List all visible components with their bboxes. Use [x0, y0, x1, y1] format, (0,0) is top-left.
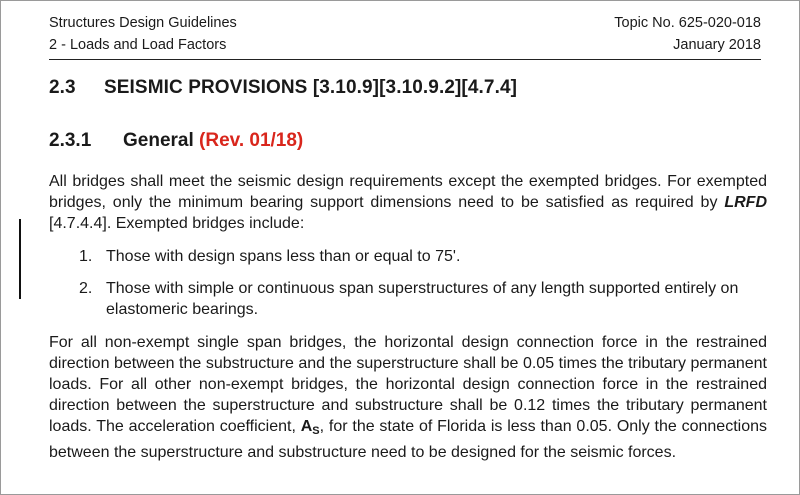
- paragraph-connection-force: [49, 332, 767, 463]
- list-item-number: 2.: [79, 280, 93, 297]
- paragraph2-text-a: For all non-exempt single span bridges, the horizontal design connection force in the restrained direction between the substructure and the superstructure shall be 0.05 times the tributary permanent loads. For all other non-exempt bridges, the horizontal design connection force in the restrained direction between the superstructure and substructure shall be 0.12 times the tributary permanent loads. The acceleration coefficient,: [49, 334, 767, 435]
- subsection-heading: [49, 130, 303, 152]
- acceleration-coefficient-symbol: [301, 418, 320, 435]
- section-number: 2.3: [49, 77, 76, 98]
- revision-note: (Rev. 01/18): [199, 130, 304, 151]
- paragraph1-text-a: All bridges shall meet the seismic design requirements except the exempted bridges. For exempted bridges, only the minimum bearing support dimensions need to be satisfied as required by: [49, 173, 767, 211]
- symbol-a: A: [300, 418, 313, 435]
- header-doc-title: Structures Design Guidelines: [49, 15, 237, 31]
- paragraph-exemptions: [49, 171, 767, 234]
- paragraph2-text-b: , for the state of Florida is less than 0.05. Only the connections between the superstructure and substructure need to be designed for the seismic forces.: [49, 418, 767, 461]
- page-header: [49, 12, 761, 56]
- list-item-text: Those with simple or continuous span superstructures of any length supported entirely on elastomeric bearings.: [106, 280, 739, 318]
- revision-change-bar: [19, 219, 21, 299]
- list-item: [79, 246, 769, 267]
- header-topic-number: Topic No. 625-020-018: [614, 15, 761, 31]
- header-date: January 2018: [673, 37, 761, 53]
- list-item-text: Those with design spans less than or equal to 75'.: [106, 248, 461, 265]
- lrfd-reference: LRFD: [724, 194, 767, 211]
- section-title: SEISMIC PROVISIONS [3.10.9][3.10.9.2][4.7.4]: [104, 77, 518, 98]
- subsection-title: General: [123, 130, 194, 151]
- list-item: [79, 278, 769, 320]
- section-heading: [49, 77, 517, 99]
- header-divider: [49, 59, 761, 60]
- header-chapter: 2 - Loads and Load Factors: [49, 37, 227, 53]
- paragraph1-text-b: [4.7.4.4]. Exempted bridges include:: [49, 215, 305, 232]
- subsection-number: 2.3.1: [49, 130, 92, 151]
- symbol-subscript: S: [312, 425, 320, 437]
- list-item-number: 1.: [79, 248, 93, 265]
